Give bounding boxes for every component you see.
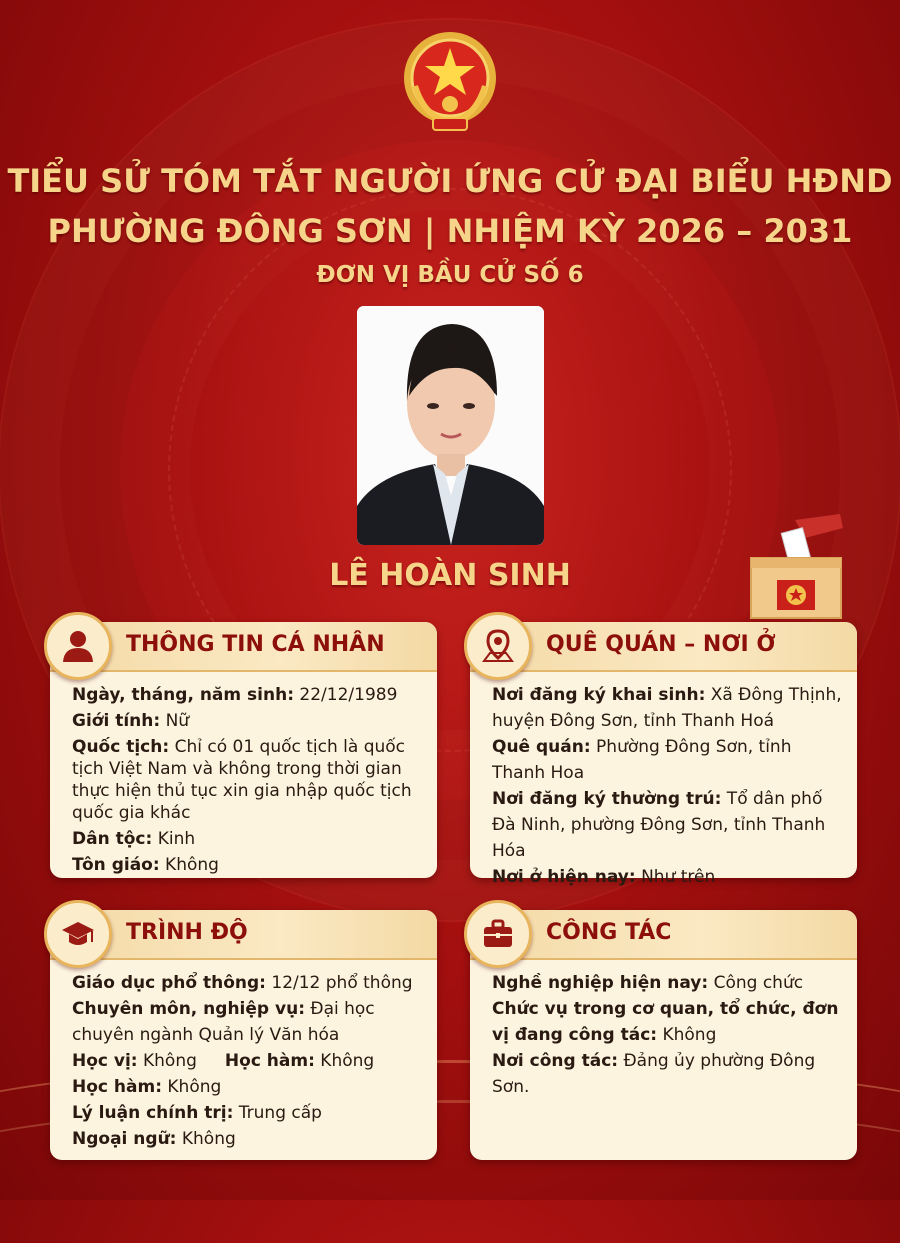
candidate-name: LÊ HOÀN SINH — [329, 558, 571, 593]
birth-registration-value: Xã Đông Thịnh, huyện Đông Sơn, tỉnh Thanh Hoá — [492, 685, 842, 731]
academic-rank-value: Không — [314, 1051, 375, 1071]
current-residence-value: Như trên — [635, 867, 716, 887]
academic-rank-value: Không — [162, 1077, 222, 1097]
header-subtitle: PHƯỜNG ĐÔNG SƠN | NHIỆM KỲ 2026 – 2031 — [47, 212, 853, 250]
gender-label: Giới tính: — [72, 711, 161, 731]
specialty-value: Đại học chuyên ngành Quản lý Văn hóa — [72, 999, 375, 1045]
nationality-label: Quốc tịch: — [72, 737, 170, 757]
ballot-box-icon — [745, 512, 845, 622]
religion-label: Tôn giáo: — [72, 855, 160, 875]
education-card — [50, 910, 437, 1160]
map-pin-icon — [464, 612, 532, 680]
dob-value: 22/12/1989 — [294, 685, 398, 705]
workplace-value: Đảng ủy phường Đông Sơn. — [492, 1051, 816, 1097]
work-card — [470, 910, 857, 1160]
current-residence-label: Nơi ở hiện nay: — [492, 867, 636, 887]
religion-value: Không — [159, 855, 219, 875]
general-education-label: Giáo dục phổ thông: — [72, 973, 266, 993]
card-title: THÔNG TIN CÁ NHÂN — [126, 632, 385, 657]
header-title: TIỂU SỬ TÓM TẮT NGƯỜI ỨNG CỬ ĐẠI BIỂU HĐND — [7, 162, 893, 200]
position-value: Không — [657, 1025, 717, 1045]
national-emblem-icon — [395, 26, 505, 136]
nationality-value: Chỉ có 01 quốc tịch là quốc tịch Việt Nam và không trong thời gian thực hiện thủ tục xin gia nhập quốc tịch quốc gia khác — [72, 737, 412, 823]
hometown-body — [492, 682, 843, 890]
political-theory-value: Trung cấp — [233, 1103, 322, 1123]
specialty-label: Chuyên môn, nghiệp vụ: — [72, 999, 305, 1019]
graduation-cap-icon — [44, 900, 112, 968]
work-body — [492, 970, 843, 1100]
ethnicity-value: Kinh — [152, 829, 196, 849]
person-icon — [44, 612, 112, 680]
foreign-language-label: Ngoại ngữ: — [72, 1129, 177, 1149]
briefcase-icon — [464, 900, 532, 968]
degree-label: Học vị: — [72, 1051, 138, 1071]
dob-label: Ngày, tháng, năm sinh: — [72, 685, 294, 705]
gender-value: Nữ — [160, 711, 190, 731]
card-title: QUÊ QUÁN – NƠI Ở — [546, 632, 776, 657]
card-title: CÔNG TÁC — [546, 920, 672, 945]
position-label: Chức vụ trong cơ quan, tổ chức, đơn vị đang công tác: — [492, 999, 839, 1045]
political-theory-label: Lý luận chính trị: — [72, 1103, 234, 1123]
header-constituency: ĐƠN VỊ BẦU CỬ SỐ 6 — [316, 262, 584, 288]
hometown-label: Quê quán: — [492, 737, 591, 757]
workplace-label: Nơi công tác: — [492, 1051, 619, 1071]
permanent-residence-label: Nơi đăng ký thường trú: — [492, 789, 722, 809]
permanent-residence-value: Tổ dân phố Đà Ninh, phường Đông Sơn, tỉnh Thanh Hóa — [492, 789, 826, 861]
card-title: TRÌNH ĐỘ — [126, 920, 248, 945]
general-education-value: 12/12 phổ thông — [265, 973, 413, 993]
birth-registration-label: Nơi đăng ký khai sinh: — [492, 685, 706, 705]
ethnicity-label: Dân tộc: — [72, 829, 153, 849]
occupation-label: Nghề nghiệp hiện nay: — [492, 973, 709, 993]
personal-info-card — [50, 622, 437, 878]
occupation-value: Công chức — [708, 973, 804, 993]
hometown-value: Phường Đông Sơn, tỉnh Thanh Hoa — [492, 737, 792, 783]
foreign-language-value: Không — [176, 1129, 236, 1149]
personal-info-body — [72, 682, 423, 878]
hometown-card — [470, 622, 857, 887]
academic-rank-label: Học hàm: — [224, 1051, 315, 1071]
education-body — [72, 970, 423, 1152]
candidate-photo — [357, 306, 544, 545]
academic-rank-label: Học hàm: — [72, 1077, 162, 1097]
degree-value: Không — [137, 1051, 197, 1071]
